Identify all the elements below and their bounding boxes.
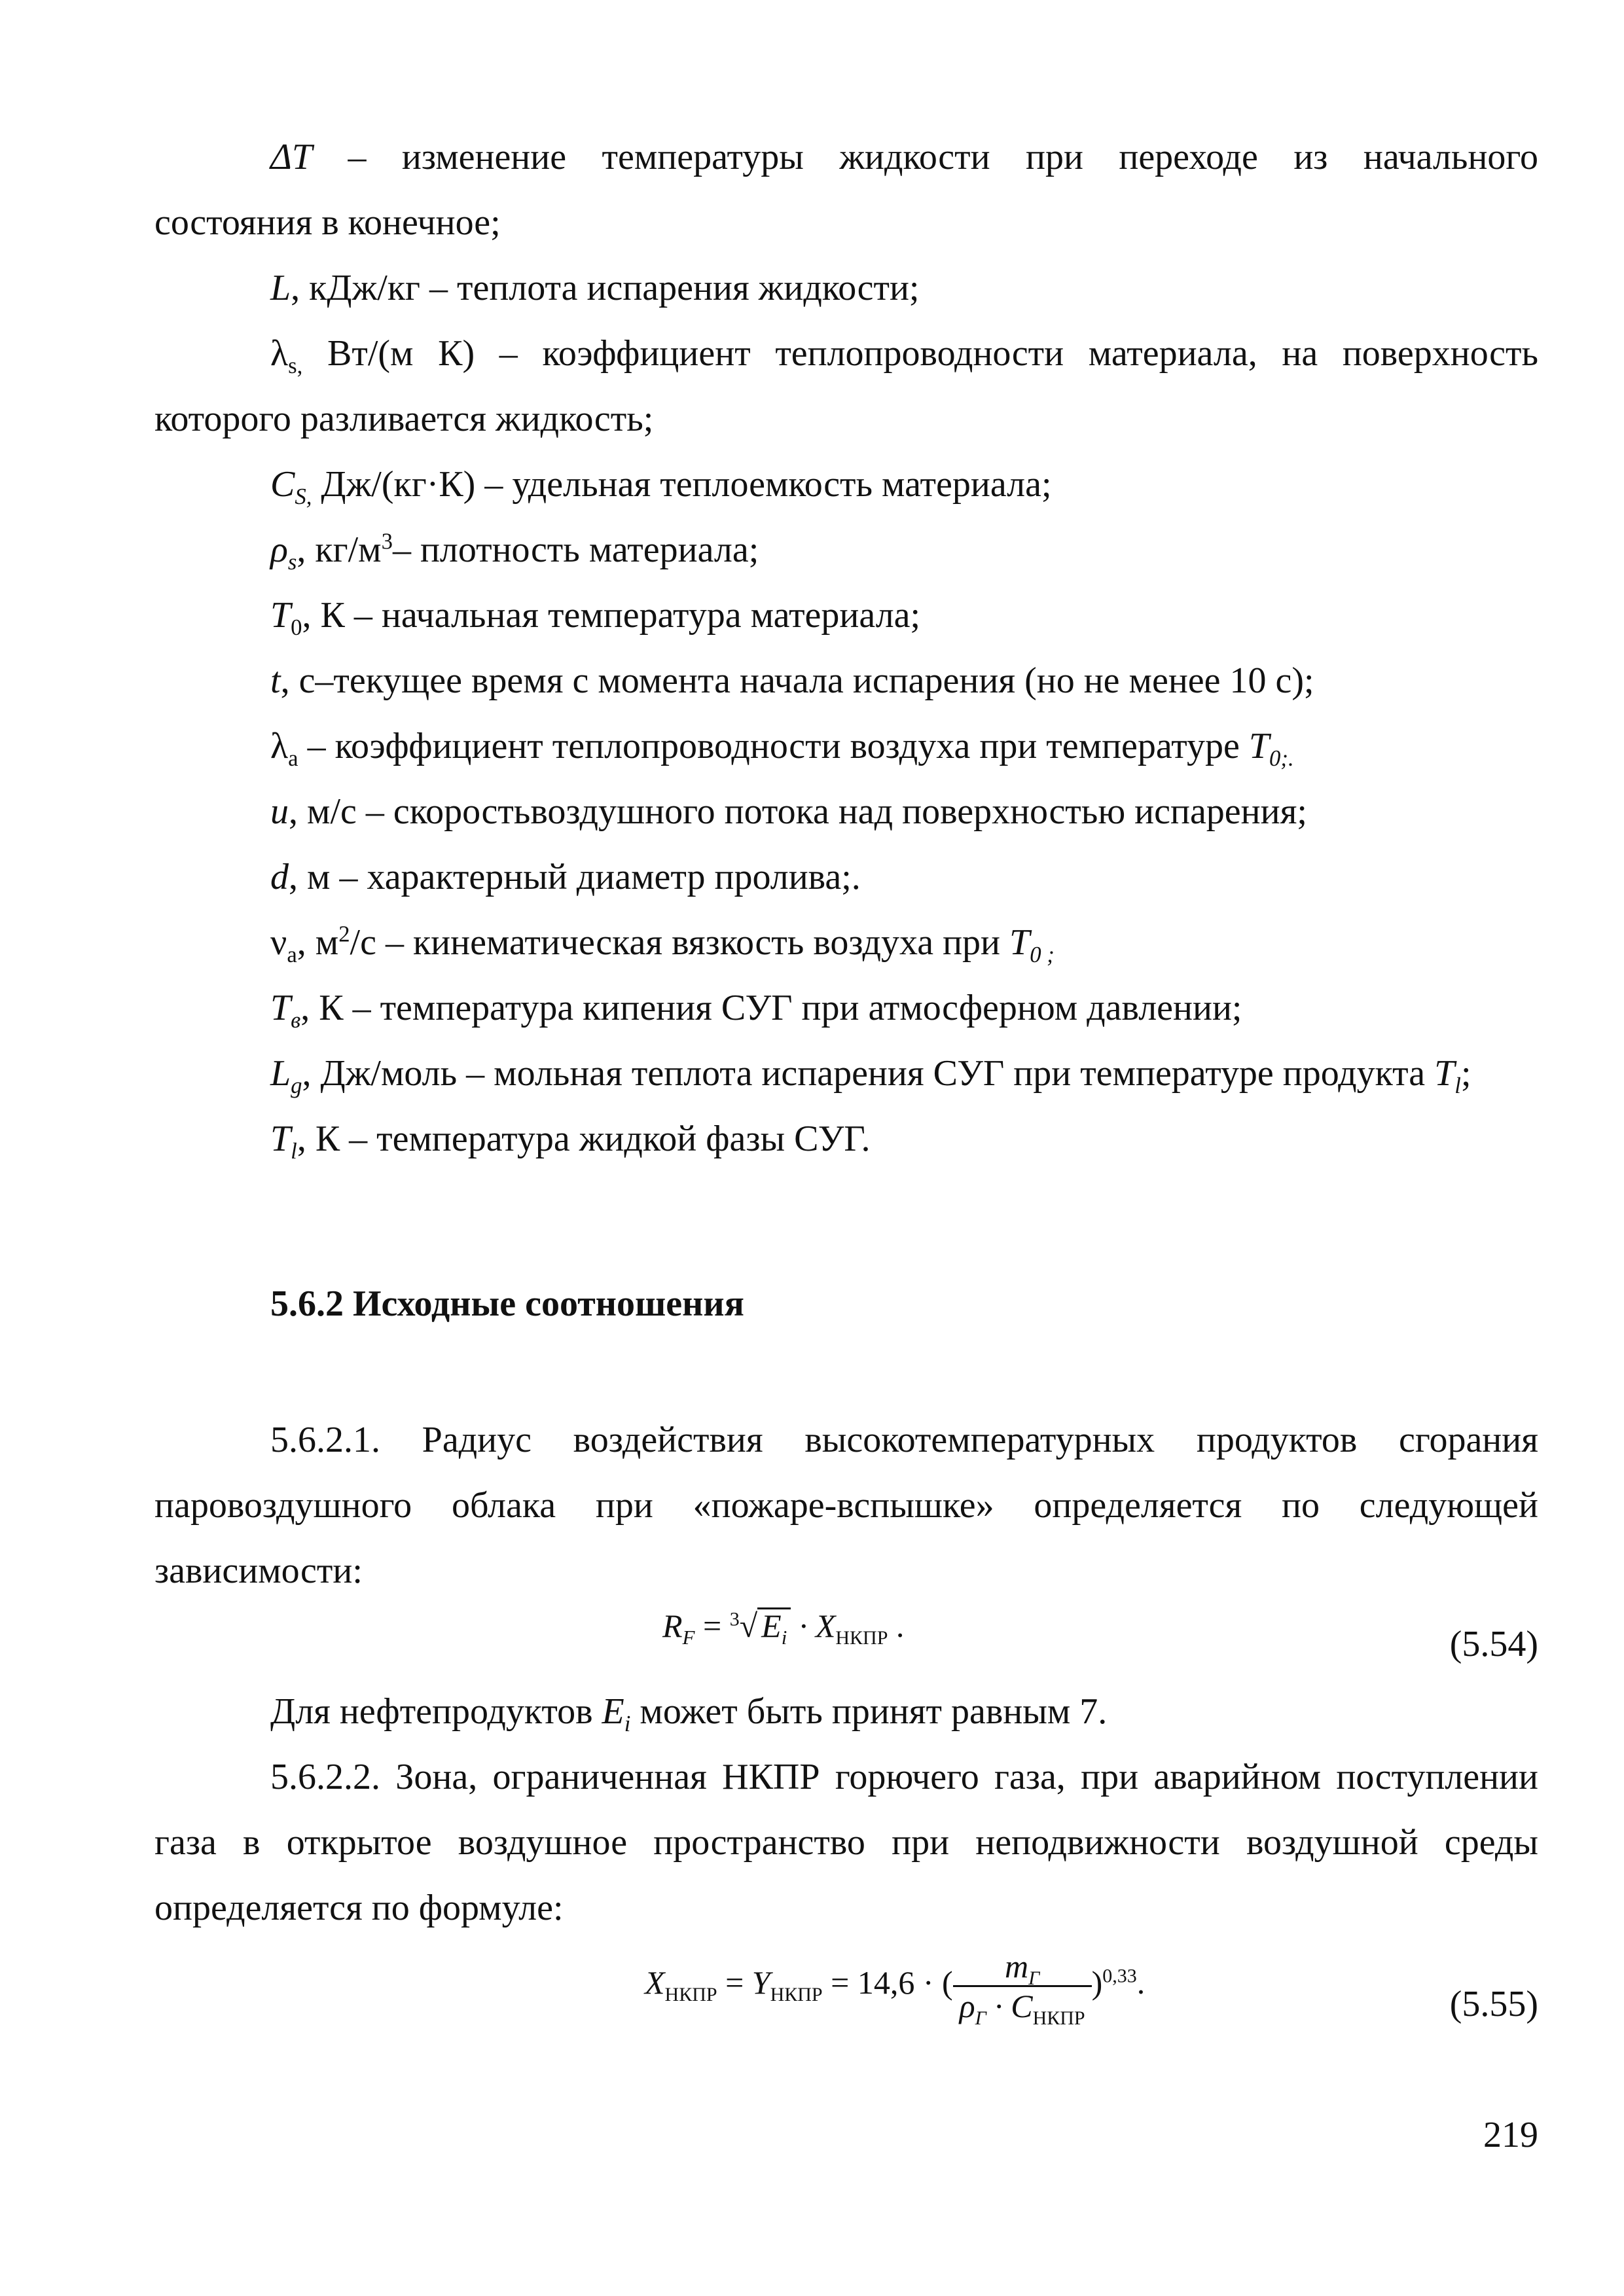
denominator: $\rho_Г \cdot C_{НКПР}$: [953, 1985, 1092, 2025]
para-5622-line1: 5.6.2.2. Зона, ограниченная НКПР горючего газа, при аварийном поступлении: [270, 1757, 1538, 1797]
def-lambda-s: $\lambda_{s,}$ Вт/(м К) – коэффициент теплопроводности материала, на поверхность: [270, 333, 1538, 379]
def-T-l: $T_l$, К – температура жидкой фазы СУГ.: [270, 1119, 871, 1164]
def-t: t, с–текущее время с момента начала испарения (но не менее 10 с);: [270, 660, 1314, 701]
para-5621-line3: зависимости:: [154, 1551, 363, 1591]
def-L: L, кДж/кг – теплота испарения жидкости;: [270, 268, 920, 308]
def-lambda-s-cont: которого разливается жидкость;: [154, 399, 654, 439]
para-5621-line1: 5.6.2.1. Радиус воздействия высокотемпературных продуктов сгорания: [270, 1420, 1538, 1460]
radical-sign: √: [739, 1607, 758, 1644]
def-L-g: $L_g$, Дж/моль – мольная теплота испарения СУГ при температуре продукта $T_l$;: [270, 1053, 1471, 1099]
equation-number-5-55: (5.55): [1449, 1984, 1538, 2024]
def-lambda-a: $\lambda_a$ – коэффициент теплопроводности воздуха при температуре $T_{0;.}$: [270, 726, 1294, 772]
def-T-b: $T_в$, К – температура кипения СУГ при атмосферном давлении;: [270, 988, 1242, 1033]
def-nu-a: $\nu_a$, $м^2/с$ – кинематическая вязкость воздуха при $T_{0 ;}$: [270, 921, 1055, 968]
equation-number-5-54: (5.54): [1449, 1624, 1538, 1664]
def-rho-s: $\rho_s$, $кг/м^3-$ плотность материала;: [270, 528, 759, 575]
radicand: $E_i$: [757, 1607, 791, 1642]
para-5622-line2: газа в открытое воздушное пространство при неподвижности воздушной среды: [154, 1822, 1538, 1863]
def-delta-t: ΔT – изменение температуры жидкости при переходе из начального: [270, 137, 1538, 177]
section-heading: 5.6.2 Исходные соотношения: [270, 1283, 744, 1324]
def-u: u, м/с – скоростьвоздушного потока над поверхностью испарения;: [270, 791, 1307, 832]
numerator: $m_Г$: [1005, 1948, 1040, 1989]
fraction: [953, 1947, 1092, 2029]
def-C-s: $C_{S,}$ Дж/(кг·К) – удельная теплоемкость материала;: [270, 464, 1052, 510]
def-delta-t-cont: состояния в конечное;: [154, 202, 501, 243]
def-d: d, м – характерный диаметр пролива;.: [270, 857, 861, 897]
para-5621-line2: паровоздушного облака при «пожаре-вспышке» определяется по следующей: [154, 1485, 1538, 1526]
page-number: 219: [1483, 2115, 1538, 2155]
formula-5-54: $R_F = ^3√$ $E_i \cdot X_{НКПР}$ .: [662, 1607, 905, 1649]
symbol: ΔT: [270, 137, 313, 177]
note-ei: Для нефтепродуктов $E_i$ может быть принят равным 7.: [270, 1691, 1108, 1737]
def-T0: $T_0$, К – начальная температура материала;: [270, 595, 921, 641]
formula-5-55: $X_{НКПР} = Y_{НКПР} = 14,6$ · ( $\frac{m_Г}{\rho_Г \cdot C_{НКПР}}$ )$^{0,33}$.: [645, 1948, 1146, 2029]
para-5622-line3: определяется по формуле:: [154, 1888, 564, 1928]
